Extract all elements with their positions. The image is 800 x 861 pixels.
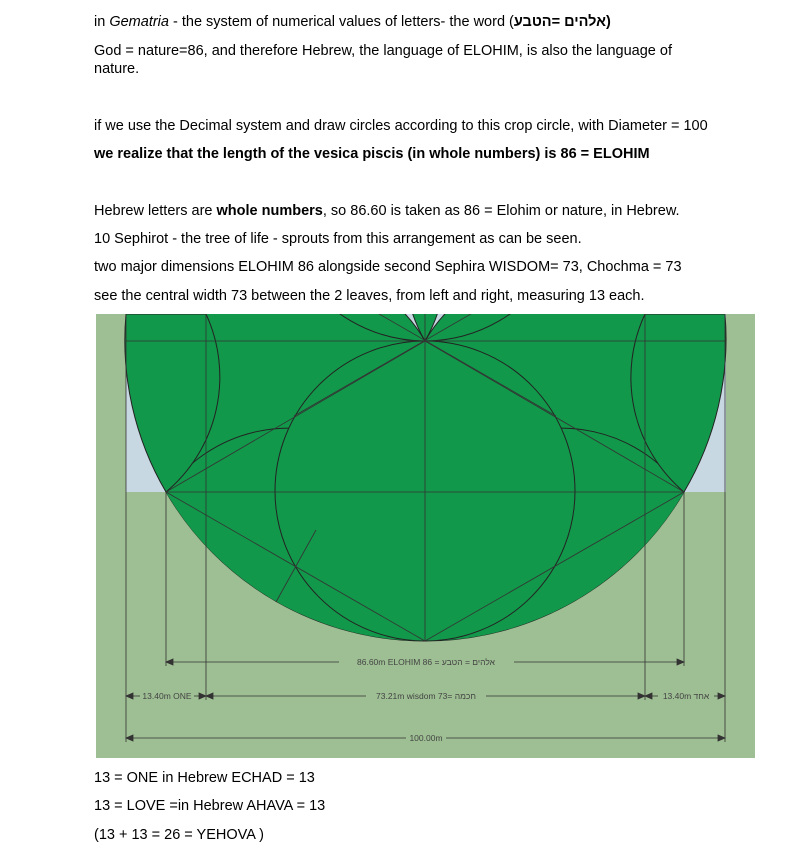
sephirot-line: 10 Sephirot - the tree of life - sprouts from this arrangement as can be seen. [94, 231, 582, 247]
gematria-term: Gematria [109, 14, 169, 30]
dim-label-echad: 13.40m אחד [662, 691, 710, 701]
crop-circle-diagram [96, 314, 755, 758]
gematria-close: ) [606, 14, 611, 30]
dim-label-wisdom: 73.21m wisdom 73= חכמה [376, 691, 476, 701]
whole-numbers-suffix: , so 86.60 is taken as 86 = Elohim or nature, in Hebrew. [322, 203, 680, 219]
vesica-piscis-line: we realize that the length of the vesica piscis (in whole numbers) is 86 = ELOHIM [94, 146, 650, 162]
decimal-system-line: if we use the Decimal system and draw circles according to this crop circle, with Diameter = 100 [94, 118, 708, 134]
ahava-line: 13 = LOVE =in Hebrew AHAVA = 13 [94, 798, 326, 814]
god-nature-paragraph: God = nature=86, and therefore Hebrew, the language of ELOHIM, is also the language of nature. [94, 43, 672, 77]
whole-numbers-prefix: Hebrew letters are [94, 203, 217, 219]
gematria-middle: - the system of numerical values of letters- the word ( [168, 14, 514, 30]
dim-label-one: 13.40m ONE [142, 691, 192, 701]
whole-numbers-line [94, 202, 680, 220]
whole-numbers-bold: whole numbers [216, 203, 323, 219]
dim-label-elohim: 86.60m ELOHIM 86 = אלהים = הטבע [357, 657, 495, 667]
dimensions-line: two major dimensions ELOHIM 86 alongside second Sephira WISDOM= 73, Chochma = 73 [94, 259, 682, 275]
echad-line: 13 = ONE in Hebrew ECHAD = 13 [94, 770, 315, 786]
dim-label-total: 100.00m [409, 733, 443, 743]
central-width-line: see the central width 73 between the 2 leaves, from left and right, measuring 13 each. [94, 288, 645, 304]
gematria-hebrew: אלהים =הטבע [513, 14, 607, 30]
gematria-prefix: in [94, 14, 110, 30]
gematria-line [94, 13, 611, 31]
yehova-line: (13 + 13 = 26 = YEHOVA ) [94, 827, 264, 843]
